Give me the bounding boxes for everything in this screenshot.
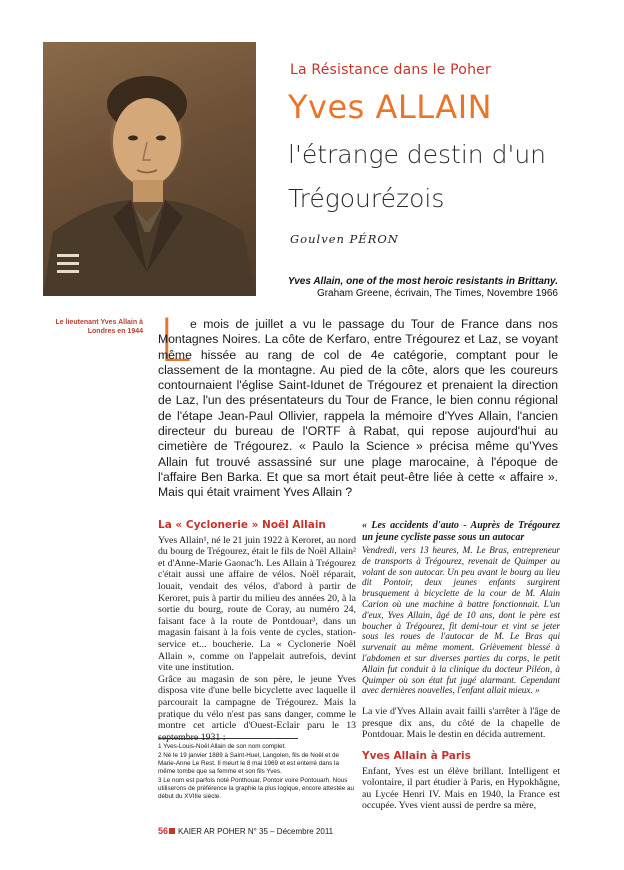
- newspaper-quote-body: Vendredi, vers 13 heures, M. Le Bras, entrepreneur de transports à Trégourez, revenait de Quimper au volant de son autocar. Un peu avant le bourg au lieu dit Pontoir, deux jeunes enfants surgirent brusquement à bicyclette de la cour de M. Alain Carion où une machine à battre fonctionnait. L'un d'eux, Yves Allain, âgé de 10 ans, dont le père est boucher à Trégourez, fit demi-tour et vint se jeter sous les roues de l'autocar de M. Le Bras qui survenait au même moment. Grièvement blessé à l'abdomen et sur diverses parties du corps, le petit Allain fut conduit à la clinique du docteur Piléon, à Quimper où son état fut jugé alarmant. Cependant avec dernières nouvelles, l'enfant allait mieux. »: [362, 545, 560, 696]
- lead-text: e mois de juillet a vu le passage du Tour de France dans nos Montagnes Noires. La côte de Kerfaro, entre Trégourez et Laz, se voyant même hissée au rang de col de 4e catégorie, comptant pour le classement de la montagne. Au pied de la côte, alors que les coureurs contournaient l'église Saint-Idunet de Trégourez et prenaient la direction de Laz, l'un des présentateurs du Tour de France, le bien connu régional de l'étape Jean-Paul Ollivier, rappela la mémoire d'Yves Allain, l'ancien directeur du bureau de l'ORTF à Rabat, qui repose aujourd'hui au cimetière de Trégourez. « Paulo la Science » précisa même qu'Yves Allain fut trouvé assassiné sur une plage marocaine, à l'époque de l'affaire Ben Barka. Et que sa mort était peut-être liée à cette « affaire ». Mais qui était vraiment Yves Allain ?: [158, 317, 558, 500]
- section-heading-paris: Yves Allain à Paris: [362, 749, 471, 762]
- article-title-line-2: Trégourézois: [288, 184, 445, 213]
- left-column: [158, 520, 356, 743]
- article-title-name: Yves ALLAIN: [288, 88, 493, 126]
- page-number: 56: [158, 826, 169, 836]
- lead-paragraph: [158, 317, 558, 501]
- footnote-item: 3 Le nom est parfois noté Ponthouar, Pontoir voire Pontouarh. Nous utiliserons de préférence la graphie la plus logique, encore attestée au début du XVIIIe siècle.: [158, 777, 355, 800]
- portrait-photo: [43, 42, 256, 296]
- article-kicker: La Résistance dans le Poher: [290, 62, 491, 78]
- newspaper-quote-heading: « Les accidents d'auto - Auprès de Trégourez un jeune cycliste passe sous un autocar: [362, 520, 560, 543]
- section-heading-cyclonerie: La « Cyclonerie » Noël Allain: [158, 519, 326, 531]
- square-bullet-icon: [169, 828, 175, 834]
- paragraph: Enfant, Yves est un élève brillant. Intelligent et volontaire, il part étudier à Paris, en Hypokhâgne, au Lycée Henri IV. Mais en 1940, la France est occupée. Yves vient aussi de perdre sa mère,: [362, 765, 560, 812]
- epigraph-attribution: Graham Greene, écrivain, The Times, Novembre 1966: [316, 288, 558, 299]
- epigraph-quote: [258, 276, 558, 300]
- portrait-illustration: [43, 42, 256, 296]
- lead-dropcap: L: [158, 306, 192, 376]
- article-title-line-1: l'étrange destin d'un: [288, 140, 547, 169]
- magazine-issue: KAIER AR POHER N° 35 – Décembre 2011: [178, 827, 334, 836]
- footnotes: [158, 738, 358, 802]
- footnote-divider: [158, 738, 298, 739]
- paragraph: Grâce au magasin de son père, le jeune Yves disposa vite d'une belle bicyclette avec laquelle il parcourait la campagne de Trégourez. Mais la pratique du vélo n'est pas sans danger, comme le montre cet article d'Ouest-Eclair paru le 13 septembre 1931 :: [158, 673, 356, 743]
- right-column: [362, 520, 560, 812]
- photo-caption: Le lieutenant Yves Allain à Londres en 1944: [55, 319, 143, 335]
- page-footer: [158, 826, 333, 836]
- article-author: Goulven PÉRON: [290, 232, 399, 246]
- paragraph: La vie d'Yves Allain avait failli s'arrêter à l'âge de presque dix ans, du côté de la chapelle de Pontdouar. Mais le destin en décida autrement.: [362, 706, 560, 741]
- paragraph: Yves Allain¹, né le 21 juin 1922 à Keroret, au nord du bourg de Trégourez, était le fils de Noël Allain² et d'Anne-Marie Gaonac'h. Les Allain à Trégourez c'était aussi une affaire de vélos. Noël réparait, louait, vendait des vélos, d'abord à partir de Keroret, puis à partir du milieu des années 20, à la sortie du bourg, route de Coray, au numéro 24, faisant face à la route de Pontdouar³, dans un magasin faisant à la fois vente de cycles, station-service et... boucherie. La « Cyclonerie Noël Allain », comme on l'appelait autrefois, devint vite une institution.: [158, 534, 356, 674]
- epigraph-text: Yves Allain, one of the most heroic resistants in Brittany.: [287, 276, 558, 287]
- footnote-item: 2 Né le 19 janvier 1889 à Saint-Huel, Langolen, fils de Noël et de Marie-Anne Le Rest. Il meurt le 8 mai 1969 et est enterré dans la même tombe que sa femme et son fils Yves.: [158, 752, 339, 775]
- footnote-item: 1 Yves-Louis-Noël Allain de son nom complet.: [158, 743, 286, 750]
